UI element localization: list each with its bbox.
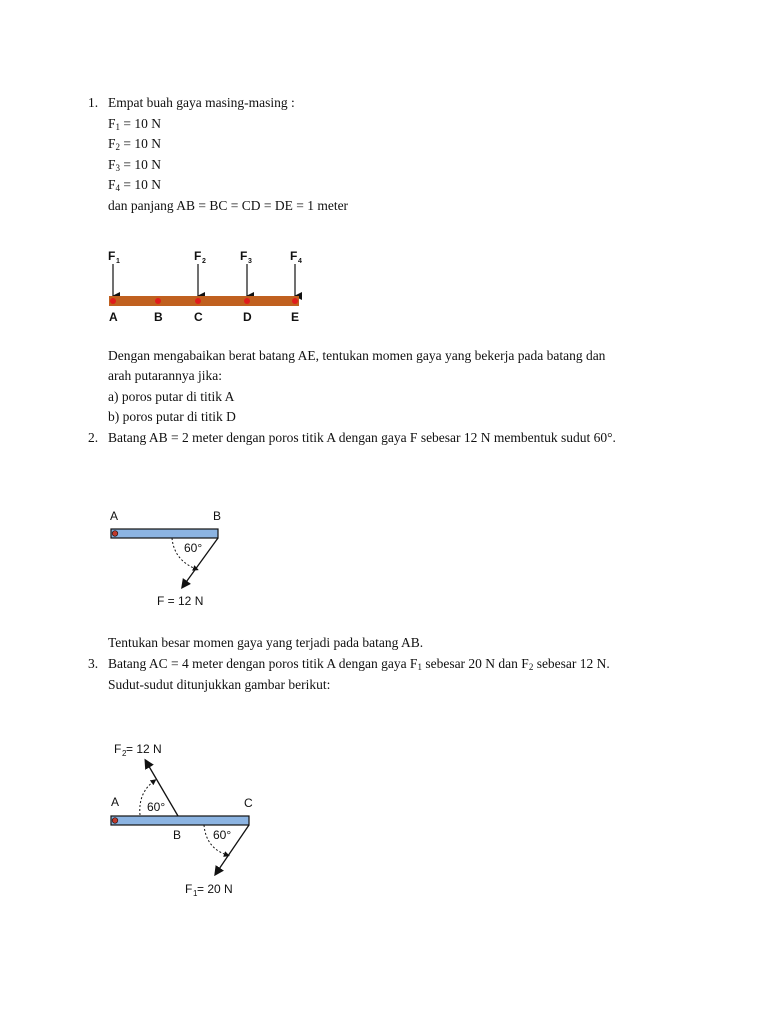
q2-text: Batang AB = 2 meter dengan poros titik A dengan gaya F sebesar 12 N membentuk sudut 60°. <box>108 430 616 445</box>
label-e: E <box>291 310 300 324</box>
force-label-f3 <box>240 249 252 265</box>
svg-text:1: 1 <box>116 258 120 265</box>
point-c <box>195 298 201 304</box>
label-b: B <box>213 509 222 523</box>
label-c: C <box>244 796 253 810</box>
force-label: F = 12 N <box>157 594 204 608</box>
svg-text:4: 4 <box>298 258 302 265</box>
q1-lengths: dan panjang AB = BC = CD = DE = 1 meter <box>108 198 349 213</box>
q1-force-3: $F_3 = 10$ N <box>108 157 162 173</box>
q1-force-1: $F_1 = 10$ N <box>108 116 162 132</box>
svg-text:F: F <box>194 249 202 263</box>
svg-text:F: F <box>185 882 193 896</box>
force-label-f2 <box>114 742 162 758</box>
label-d: D <box>243 310 252 324</box>
point-b <box>155 298 161 304</box>
label-a: A <box>110 509 119 523</box>
q2-number: 2. <box>88 430 99 445</box>
force-label-f4 <box>290 249 302 265</box>
point-d <box>244 298 250 304</box>
label-b: B <box>154 310 163 324</box>
svg-text:F: F <box>290 249 298 263</box>
q1-beam-figure <box>100 244 315 326</box>
q1-intro: Empat buah gaya masing-masing : <box>108 95 295 110</box>
svg-text:F: F <box>114 742 122 756</box>
svg-text:1: 1 <box>193 889 198 898</box>
svg-text:= 12 N: = 12 N <box>126 742 162 756</box>
angle-label-bottom: 60° <box>213 828 232 842</box>
label-a: A <box>109 310 118 324</box>
q1-option-b: b) poros putar di titik D <box>108 409 236 424</box>
svg-text:F: F <box>108 249 116 263</box>
pivot-a <box>112 818 118 824</box>
label-b: B <box>173 828 182 842</box>
label-c: C <box>194 310 203 324</box>
q2-rod-figure <box>100 505 240 615</box>
angle-label: 60° <box>184 541 203 555</box>
q1-text-b: arah putarannya jika: <box>108 368 222 383</box>
force-label-f2 <box>194 249 206 265</box>
q1-number: 1. <box>88 95 99 110</box>
rod-ac <box>111 816 249 825</box>
q1-force-2: $F_2 = 10$ N <box>108 136 162 152</box>
q3-number: 3. <box>88 656 99 671</box>
force-label-f1 <box>108 249 120 265</box>
q3-rod-figure <box>100 735 270 905</box>
svg-text:2: 2 <box>202 258 206 265</box>
svg-text:3: 3 <box>248 258 252 265</box>
svg-text:F: F <box>240 249 248 263</box>
svg-text:= 20 N: = 20 N <box>197 882 233 896</box>
q1-option-a: a) poros putar di titik A <box>108 389 235 404</box>
angle-label-top: 60° <box>147 800 166 814</box>
rod-ab <box>111 529 218 538</box>
beam-ae <box>109 296 299 306</box>
q1-force-4: $F_4 = 10$ N <box>108 177 162 193</box>
svg-text:2: 2 <box>122 749 127 758</box>
q2-question: Tentukan besar momen gaya yang terjadi pada batang AB. <box>108 635 424 650</box>
label-a: A <box>111 795 120 809</box>
q3-text-2: Sudut-sudut ditunjukkan gambar berikut: <box>108 677 331 692</box>
point-a <box>110 298 116 304</box>
force-label-f1 <box>185 882 233 898</box>
point-e <box>292 298 298 304</box>
pivot-a <box>112 531 118 537</box>
q3-text: Batang AC = 4 meter dengan poros titik A dengan gaya $F_1$ sebesar 20 N dan $F_2$ sebesar 12 N. <box>108 656 610 672</box>
q1-text-a: Dengan mengabaikan berat batang AE, tentukan momen gaya yang bekerja pada batang dan <box>108 348 606 363</box>
